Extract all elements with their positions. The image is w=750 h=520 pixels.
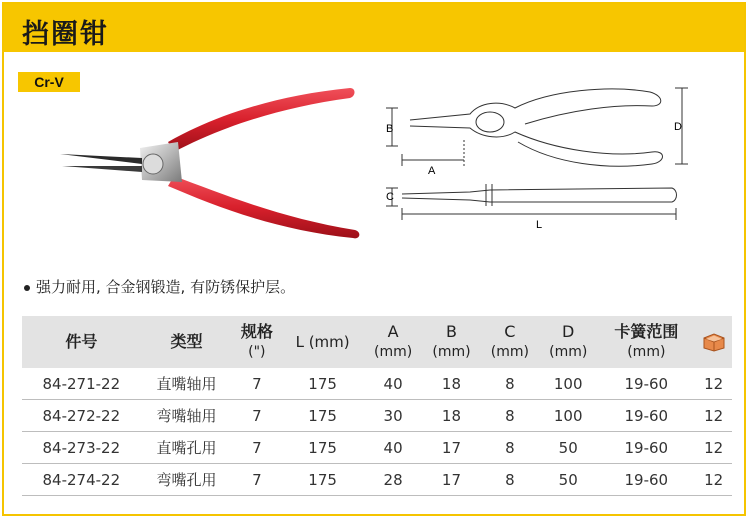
cell-c: 8 bbox=[481, 432, 539, 464]
cell-part-no: 84-273-22 bbox=[22, 432, 141, 464]
pivot-icon bbox=[143, 154, 163, 174]
col-c: C (mm) bbox=[490, 322, 529, 360]
cell-package: 12 bbox=[695, 432, 732, 464]
cell-type: 直嘴孔用 bbox=[141, 432, 233, 464]
cell-d: 50 bbox=[539, 464, 597, 496]
dimension-diagram bbox=[380, 80, 690, 240]
table-row bbox=[22, 464, 732, 496]
cell-part-no: 84-274-22 bbox=[22, 464, 141, 496]
cell-d: 100 bbox=[539, 368, 597, 400]
cell-package: 12 bbox=[695, 464, 732, 496]
cell-b: 17 bbox=[422, 432, 480, 464]
cell-part-no: 84-271-22 bbox=[22, 368, 141, 400]
cell-size: 7 bbox=[232, 432, 281, 464]
bullet-icon bbox=[24, 285, 30, 291]
cell-c: 8 bbox=[481, 368, 539, 400]
dim-label-d: D bbox=[674, 121, 682, 133]
spec-table bbox=[22, 316, 732, 496]
dim-label-l: L bbox=[536, 219, 543, 231]
cell-size: 7 bbox=[232, 464, 281, 496]
feature-line bbox=[24, 276, 295, 297]
cell-type: 弯嘴孔用 bbox=[141, 464, 233, 496]
col-length: L (mm) bbox=[295, 333, 350, 351]
cell-length: 175 bbox=[281, 368, 364, 400]
product-photo bbox=[50, 78, 370, 248]
cell-circlip-range: 19-60 bbox=[597, 464, 695, 496]
cell-a: 28 bbox=[364, 464, 422, 496]
col-a: A (mm) bbox=[373, 322, 413, 360]
box-icon bbox=[702, 332, 726, 352]
cell-d: 100 bbox=[539, 400, 597, 432]
lower-handle bbox=[168, 176, 359, 238]
cell-c: 8 bbox=[481, 400, 539, 432]
table-header-row bbox=[22, 316, 732, 368]
dim-label-a: A bbox=[428, 165, 436, 177]
cell-type: 弯嘴轴用 bbox=[141, 400, 233, 432]
cell-length: 175 bbox=[281, 464, 364, 496]
cell-a: 40 bbox=[364, 368, 422, 400]
col-type: 类型 bbox=[170, 332, 203, 351]
cell-circlip-range: 19-60 bbox=[597, 400, 695, 432]
dim-label-c: C bbox=[386, 191, 394, 203]
cell-d: 50 bbox=[539, 432, 597, 464]
cell-package: 12 bbox=[695, 368, 732, 400]
upper-tip bbox=[60, 154, 142, 164]
dim-label-b: B bbox=[386, 123, 394, 135]
cell-part-no: 84-272-22 bbox=[22, 400, 141, 432]
upper-handle bbox=[168, 88, 355, 152]
cell-b: 18 bbox=[422, 400, 480, 432]
title-bar bbox=[4, 4, 744, 52]
col-size: 规格 (") bbox=[240, 322, 273, 360]
cell-b: 18 bbox=[422, 368, 480, 400]
cell-circlip-range: 19-60 bbox=[597, 432, 695, 464]
col-circlip-range: 卡簧范围 (mm) bbox=[614, 322, 679, 360]
lower-tip bbox=[62, 166, 142, 172]
cell-size: 7 bbox=[232, 368, 281, 400]
col-d: D (mm) bbox=[549, 322, 588, 360]
cell-a: 40 bbox=[364, 432, 422, 464]
cell-c: 8 bbox=[481, 464, 539, 496]
col-b: B (mm) bbox=[432, 322, 471, 360]
material-badge: Cr-V bbox=[18, 72, 80, 92]
cell-a: 30 bbox=[364, 400, 422, 432]
cell-size: 7 bbox=[232, 400, 281, 432]
table-row bbox=[22, 432, 732, 464]
cell-package: 12 bbox=[695, 400, 732, 432]
feature-text: 强力耐用, 合金钢锻造, 有防锈保护层。 bbox=[36, 278, 296, 296]
col-part-no: 件号 bbox=[65, 332, 98, 351]
col-package bbox=[695, 316, 732, 368]
page-title: 挡圈钳 bbox=[22, 19, 109, 50]
table-row bbox=[22, 400, 732, 432]
cell-type: 直嘴轴用 bbox=[141, 368, 233, 400]
cell-circlip-range: 19-60 bbox=[597, 368, 695, 400]
table-row bbox=[22, 368, 732, 400]
cell-length: 175 bbox=[281, 432, 364, 464]
cell-b: 17 bbox=[422, 464, 480, 496]
cell-length: 175 bbox=[281, 400, 364, 432]
